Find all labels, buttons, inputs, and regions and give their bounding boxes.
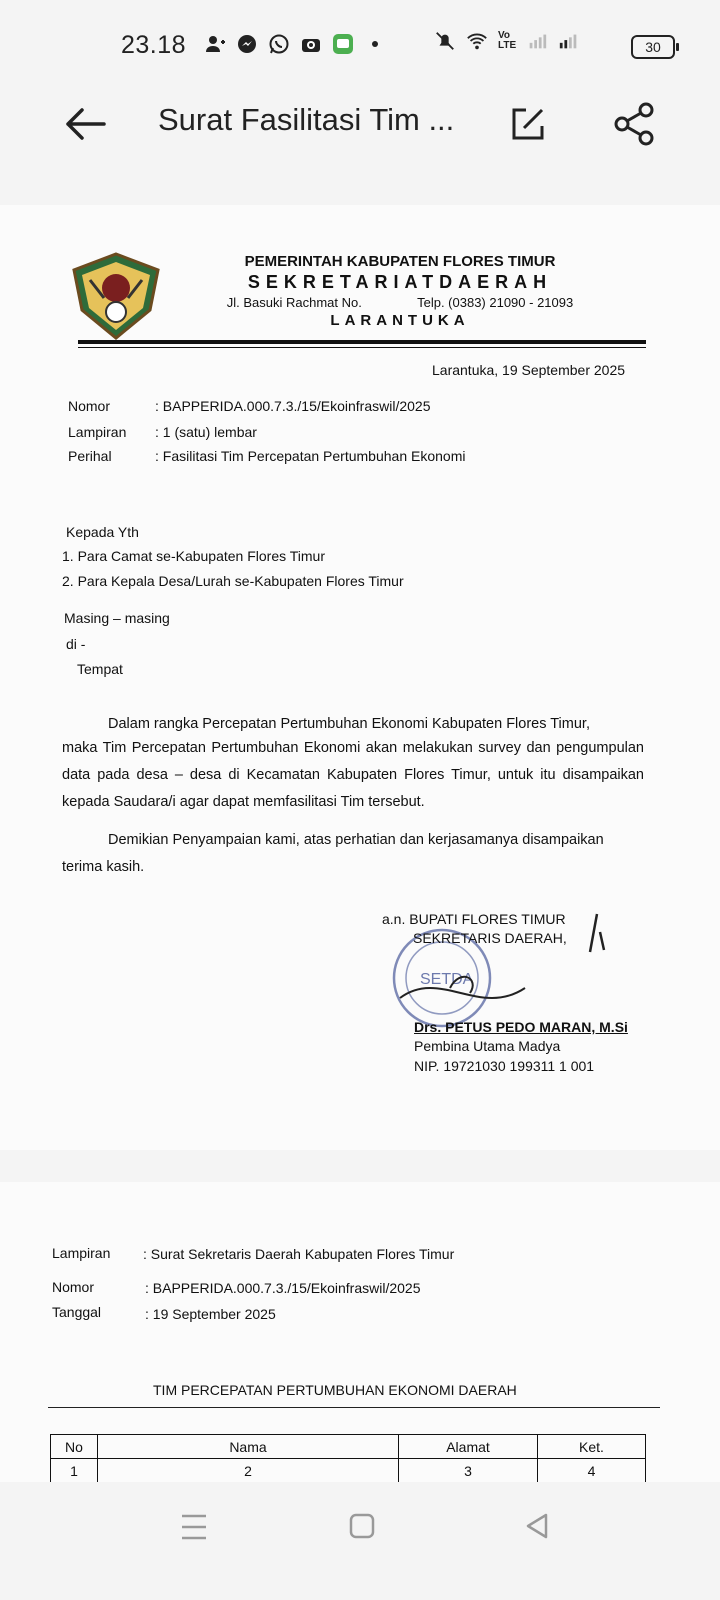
- meta-value-lampiran: : 1 (satu) lembar: [155, 424, 257, 440]
- masing-text: Masing – masing: [64, 610, 170, 626]
- table-cell: 3: [399, 1459, 538, 1483]
- menu-icon[interactable]: [180, 1512, 208, 1542]
- status-time: 23.18: [121, 31, 187, 59]
- mute-icon: [434, 30, 456, 52]
- attachment-divider: [48, 1407, 660, 1408]
- attachment-label-tanggal: Tanggal: [52, 1304, 102, 1320]
- attachment-value-lampiran: : Surat Sekretaris Daerah Kabupaten Flores Timur: [143, 1246, 455, 1262]
- meta-label-lampiran: Lampiran: [68, 424, 127, 440]
- letterhead-divider: [78, 340, 646, 344]
- letterhead: [200, 253, 600, 329]
- share-icon[interactable]: [610, 100, 658, 148]
- letterhead-address: [200, 295, 600, 310]
- notification-icons: [204, 33, 386, 55]
- battery-indicator: 30: [631, 35, 675, 59]
- message-icon: [332, 33, 354, 55]
- table-header-cell: Ket.: [538, 1435, 646, 1459]
- letterhead-government: PEMERINTAH KABUPATEN FLORES TIMUR: [244, 253, 556, 270]
- arrow-left-icon[interactable]: [60, 100, 108, 148]
- stamp-text: SETDA: [420, 971, 474, 988]
- letterhead-office: SEKRETARIATDAERAH: [247, 272, 553, 292]
- table-header-cell: No: [51, 1435, 98, 1459]
- navigation-bar: [0, 1482, 720, 1600]
- body-paragraph-1: maka Tim Percepatan Pertumbuhan Ekonomi akan melakukan survey dan pengumpulan data pada desa – desa di Kecamatan Kabupaten Flores Timur, untuk itu disampaikan kepada Saudara/i agar dapat memfasilitasi Tim tersebut.: [62, 740, 644, 810]
- phone-text: Telp. (0383) 21090 - 21093: [417, 295, 574, 310]
- wifi-icon: [466, 30, 488, 52]
- table-cell: 1: [51, 1459, 98, 1483]
- lte-label: LTE: [498, 40, 517, 51]
- signature-position: SEKRETARIS DAERAH,: [413, 930, 567, 946]
- recipient-item: 1. Para Camat se-Kabupaten Flores Timur: [62, 548, 326, 564]
- meta-label-nomor: Nomor: [68, 398, 111, 414]
- address-text: Jl. Basuki Rachmat No.: [226, 295, 362, 310]
- regency-emblem-icon: [70, 250, 162, 342]
- meta-label-perihal: Perihal: [68, 448, 112, 464]
- table-header-cell: Alamat: [399, 1435, 538, 1459]
- recipient-heading: Kepada Yth: [66, 524, 139, 540]
- tempat-text: Tempat: [77, 661, 123, 677]
- status-bar: [0, 0, 720, 72]
- letter-date: Larantuka, 19 September 2025: [432, 362, 626, 378]
- signal-icon: [558, 30, 580, 52]
- meta-value-perihal: : Fasilitasi Tim Percepatan Pertumbuhan Ekonomi: [155, 448, 466, 464]
- body-paragraph-2-first-line: Demikian Penyampaian kami, atas perhatian dan kerjasamanya disampaikan: [108, 832, 604, 848]
- home-icon[interactable]: [348, 1512, 376, 1540]
- document-title: Surat Fasilitasi Tim ...: [158, 102, 455, 137]
- attachment-title: TIM PERCEPATAN PERTUMBUHAN EKONOMI DAERAH: [153, 1382, 517, 1398]
- letterhead-city: LARANTUKA: [330, 312, 470, 329]
- signatory-nip: NIP. 19721030 199311 1 001: [414, 1058, 595, 1074]
- signatory-rank: Pembina Utama Madya: [414, 1038, 561, 1054]
- table-header-row: [51, 1435, 646, 1459]
- volte-icon: [498, 31, 516, 51]
- signatory-name: Drs. PETUS PEDO MARAN, M.Si: [414, 1019, 628, 1035]
- whatsapp-icon: [268, 33, 290, 55]
- camera-icon: [300, 33, 322, 55]
- messenger-icon: [236, 33, 258, 55]
- di-text: di -: [66, 636, 86, 652]
- attachment-value-tanggal: : 19 September 2025: [145, 1306, 276, 1322]
- dot-icon: [364, 33, 386, 55]
- attachment-label-nomor: Nomor: [52, 1279, 95, 1295]
- table-cell: 2: [98, 1459, 399, 1483]
- person-add-icon: [204, 33, 226, 55]
- table-header-cell: Nama: [98, 1435, 399, 1459]
- edit-icon[interactable]: [508, 104, 548, 144]
- table-cell: 4: [538, 1459, 646, 1483]
- recipient-item: 2. Para Kepala Desa/Lurah se-Kabupaten Flores Timur: [62, 573, 404, 589]
- attachment-label-lampiran: Lampiran: [52, 1245, 111, 1261]
- letterhead-divider-thin: [78, 347, 646, 348]
- team-table: [50, 1434, 646, 1483]
- meta-value-nomor: : BAPPERIDA.000.7.3./15/Ekoinfraswil/2025: [155, 398, 431, 414]
- signature-mark-icon: [582, 912, 612, 962]
- system-icons: [434, 30, 580, 52]
- back-icon[interactable]: [524, 1512, 550, 1540]
- app-bar: [0, 72, 720, 176]
- table-row: [51, 1459, 646, 1483]
- signature-on-behalf: a.n. BUPATI FLORES TIMUR: [382, 911, 566, 927]
- body-paragraph-1-first-line: Dalam rangka Percepatan Pertumbuhan Ekonomi Kabupaten Flores Timur,: [108, 716, 590, 732]
- volte-label: Vo: [498, 30, 511, 41]
- attachment-value-nomor: : BAPPERIDA.000.7.3./15/Ekoinfraswil/2025: [145, 1280, 421, 1296]
- signal-icon: [526, 30, 548, 52]
- body-paragraph-2: terima kasih.: [62, 859, 145, 875]
